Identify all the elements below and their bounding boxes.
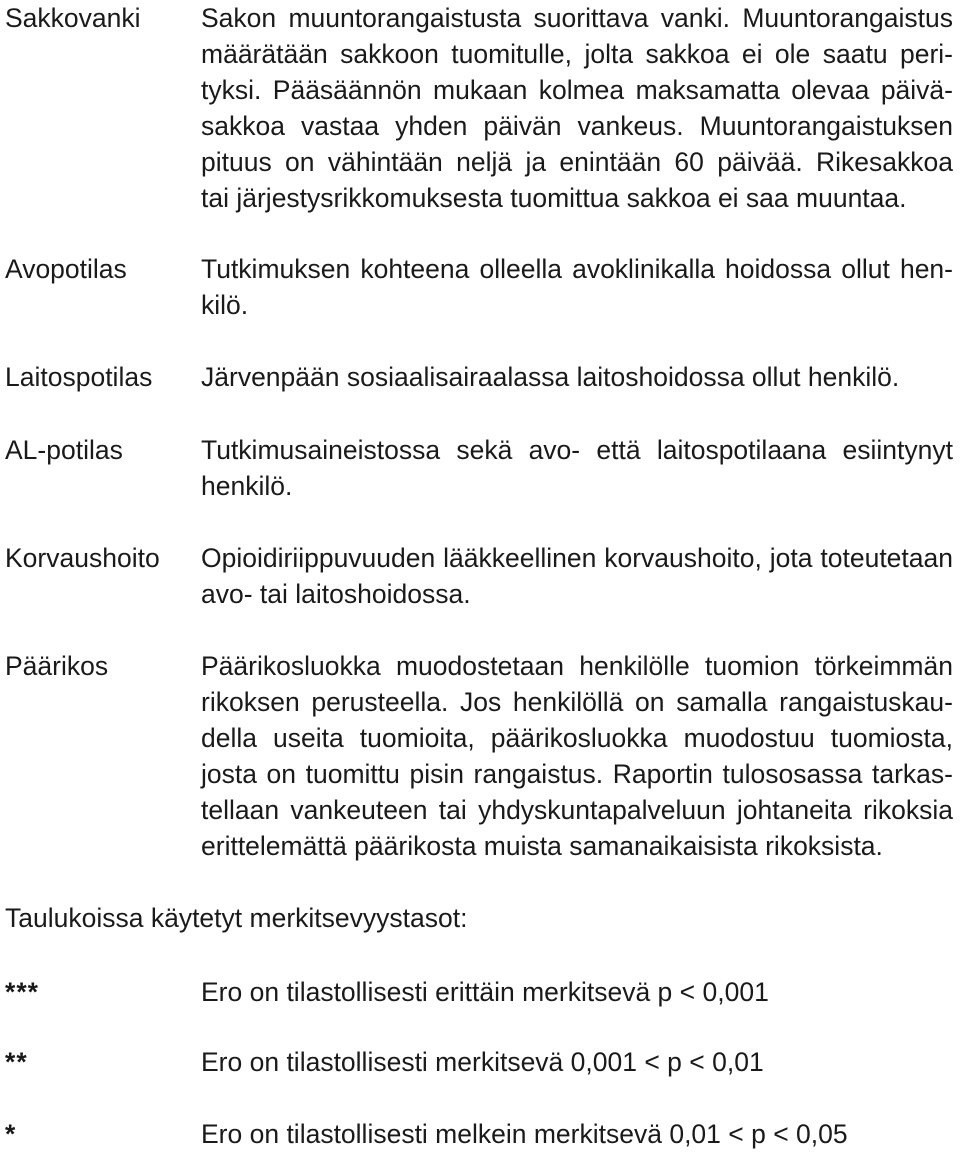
- glossary-term: Sakkovanki: [5, 3, 141, 33]
- glossary-term: AL-potilas: [5, 435, 123, 465]
- glossary-definition: [201, 648, 953, 864]
- definition-line: Järvenpään sosiaalisairaalassa laitoshoidossa ollut henkilö.: [201, 362, 900, 392]
- definition-line: Tutkimuksen kohteena olleella avoklinikalla hoidossa ollut hen-: [201, 254, 953, 284]
- glossary-definition: [201, 432, 953, 504]
- definition-line: kilö.: [201, 290, 249, 320]
- glossary-term: Päärikos: [5, 651, 109, 681]
- definition-line: erittelemättä päärikosta muista samanaikaisista rikoksista.: [201, 831, 883, 861]
- definition-line: tyksi. Pääsäännön mukaan kolmea maksamatta olevaa päivä-: [201, 75, 953, 105]
- definition-line: rikoksen perusteella. Jos henkilöllä on samalla rangaistuskau-: [201, 687, 953, 717]
- significance-mark: ***: [5, 977, 39, 1007]
- definition-line: josta on tuomittu pisin rangaistus. Raportin tulososassa tarkas-: [201, 759, 953, 789]
- definition-line: Päärikosluokka muodostetaan henkilölle tuomion törkeimmän: [201, 651, 953, 681]
- definition-line: della useita tuomioita, päärikosluokka muodostuu tuomiosta,: [201, 723, 953, 753]
- glossary-term: Korvaushoito: [5, 543, 160, 573]
- definition-line: avo- tai laitoshoidossa.: [201, 579, 471, 609]
- definition-line: Sakon muuntorangaistusta suorittava vanki. Muuntorangaistus: [201, 3, 953, 33]
- glossary-definition: [201, 251, 953, 323]
- definition-line: Tutkimusaineistossa sekä avo- että laitospotilaana esiintynyt: [201, 435, 953, 465]
- definition-line: tellaan vankeuteen tai yhdyskuntapalveluun johtaneita rikoksia: [201, 795, 953, 825]
- glossary-term: Laitospotilas: [5, 362, 153, 392]
- definition-line: henkilö.: [201, 471, 293, 501]
- glossary-definition: [201, 540, 953, 612]
- significance-mark: **: [5, 1047, 28, 1077]
- glossary-term: Avopotilas: [5, 254, 127, 284]
- significance-description: Ero on tilastollisesti melkein merkitsevä 0,01 < p < 0,05: [201, 1119, 848, 1149]
- significance-description: Ero on tilastollisesti erittäin merkitsevä p < 0,001: [201, 977, 769, 1007]
- definition-line: Opioidiriippuvuuden lääkkeellinen korvaushoito, jota toteutetaan: [201, 543, 953, 573]
- definition-line: määrätään sakkoon tuomitulle, jolta sakkoa ei ole saatu peri-: [201, 39, 953, 69]
- definition-line: pituus on vähintään neljä ja enintään 60 päivää. Rikesakkoa: [201, 147, 953, 177]
- definition-line: tai järjestysrikkomuksesta tuomittua sakkoa ei saa muuntaa.: [201, 183, 907, 213]
- significance-description: Ero on tilastollisesti merkitsevä 0,001 < p < 0,01: [201, 1047, 764, 1077]
- definition-line: sakkoa vastaa yhden päivän vankeus. Muuntorangaistuksen: [201, 111, 953, 141]
- significance-heading: Taulukoissa käytetyt merkitsevyystasot:: [5, 903, 468, 933]
- significance-mark: *: [5, 1119, 17, 1149]
- glossary-definition: [201, 359, 953, 395]
- glossary-definition: [201, 0, 953, 216]
